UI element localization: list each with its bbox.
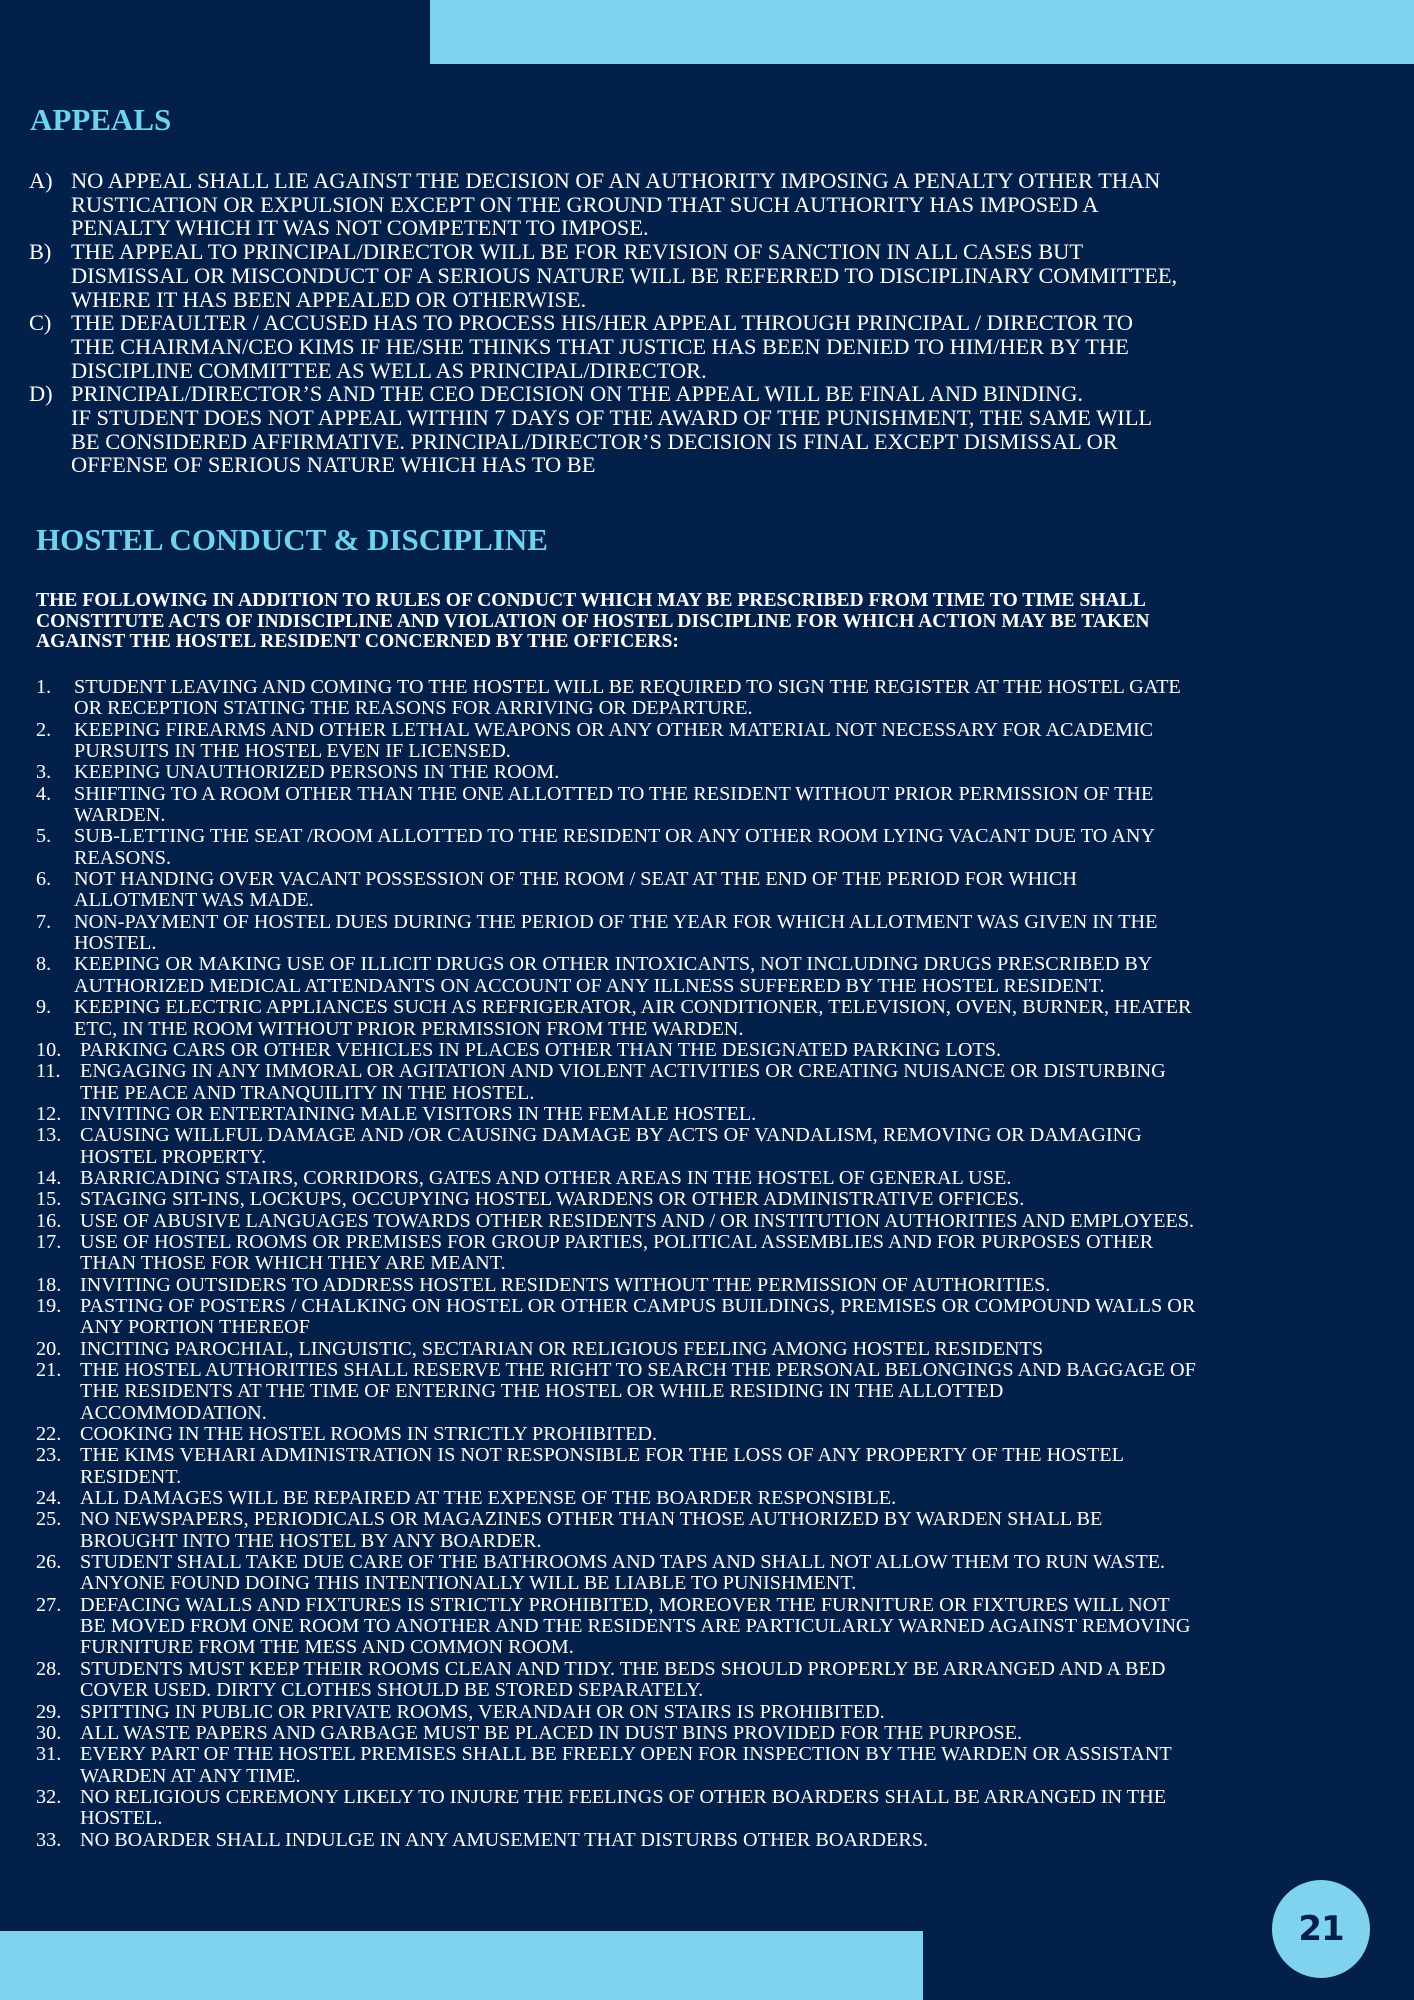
appeals-list [29, 169, 1399, 477]
hostel-intro: THE FOLLOWING IN ADDITION TO RULES OF CONDUCT WHICH MAY BE PRESCRIBED FROM TIME TO TIME SHALL CONSTITUTE ACTS OF INDISCIPLINE AND VIOLATION OF HOSTEL DISCIPLINE FOR WHICH ACTION MAY BE TAKEN AGAINST THE HOSTEL RESIDENT CONCERNED BY THE OFFICERS: [36, 590, 1150, 652]
hostel-heading: HOSTEL CONDUCT & DISCIPLINE [36, 522, 548, 557]
rule-text: NO NEWSPAPERS, PERIODICALS OR MAGAZINES OTHER THAN THOSE AUTHORIZED BY WARDEN SHALL BE BROUGHT INTO THE HOSTEL BY ANY BOARDER. [80, 1508, 1103, 1552]
rule-number: 22. [36, 1423, 62, 1446]
rule-number: 4. [36, 782, 52, 805]
rule-item [36, 1168, 1396, 1189]
rule-text: KEEPING FIREARMS AND OTHER LETHAL WEAPONS OR ANY OTHER MATERIAL NOT NECESSARY FOR ACADEMIC PURSUITS IN THE HOSTEL EVEN IF LICENSED. [74, 718, 1154, 763]
rule-number: 30. [36, 1721, 62, 1744]
rule-item [36, 1830, 1396, 1851]
rule-number: 5. [36, 825, 52, 848]
rule-item [36, 1702, 1396, 1723]
rule-item [36, 1744, 1396, 1787]
rule-number: 8. [36, 953, 52, 976]
rule-number: 28. [36, 1657, 62, 1680]
appeal-text: THE APPEAL TO PRINCIPAL/DIRECTOR WILL BE FOR REVISION OF SANCTION IN ALL CASES BUT DISMISSAL OR MISCONDUCT OF A SERIOUS NATURE WILL BE REFERRED TO DISCIPLINARY COMMITTEE, WHERE IT HAS BEEN APPEALED OR OTHERWISE. [71, 239, 1178, 312]
rule-number: 13. [36, 1124, 62, 1147]
page-number: 21 [1272, 1880, 1370, 1978]
rule-text: PASTING OF POSTERS / CHALKING ON HOSTEL OR OTHER CAMPUS BUILDINGS, PREMISES OR COMPOUND WALLS OR ANY PORTION THEREOF [80, 1294, 1196, 1339]
appeal-text: PRINCIPAL/DIRECTOR’S AND THE CEO DECISION ON THE APPEAL WILL BE FINAL AND BINDING. IF STUDENT DOES NOT APPEAL WITHIN 7 DAYS OF THE AWARD OF THE PUNISHMENT, THE SAME WILL BE CONSIDERED AFFIRMATIVE. PRINCIPAL/DIRECTOR’S DECISION IS FINAL EXCEPT DISMISSAL OR OFFENSE OF SERIOUS NATURE WHICH HAS TO BE [71, 381, 1153, 478]
rule-number: 19. [36, 1294, 62, 1317]
rule-item [36, 997, 1396, 1040]
rule-number: 32. [36, 1785, 62, 1808]
rule-number: 1. [36, 676, 52, 698]
rule-text: INVITING OR ENTERTAINING MALE VISITORS IN THE FEMALE HOSTEL. [80, 1102, 757, 1125]
appeal-text: NO APPEAL SHALL LIE AGAINST THE DECISION OF AN AUTHORITY IMPOSING A PENALTY OTHER THAN RUSTICATION OR EXPULSION EXCEPT ON THE GROUND THAT SUCH AUTHORITY HAS IMPOSED A PENALTY WHICH IT WAS NOT COMPETENT TO IMPOSE. [71, 168, 1161, 241]
rule-text: KEEPING ELECTRIC APPLIANCES SUCH AS REFRIGERATOR, AIR CONDITIONER, TELEVISION, OVEN, BURNER, HEATER ETC, IN THE ROOM WITHOUT PRIOR PERMISSION FROM THE WARDEN. [74, 996, 1192, 1040]
appeal-label: D) [29, 381, 53, 407]
rule-item [36, 1275, 1396, 1296]
rule-item [36, 1189, 1396, 1210]
rule-text: INVITING OUTSIDERS TO ADDRESS HOSTEL RESIDENTS WITHOUT THE PERMISSION OF AUTHORITIES. [80, 1273, 1051, 1296]
rule-text: NO RELIGIOUS CEREMONY LIKELY TO INJURE THE FEELINGS OF OTHER BOARDERS SHALL BE ARRANGED IN THE HOSTEL. [80, 1785, 1167, 1830]
rule-text: DEFACING WALLS AND FIXTURES IS STRICTLY PROHIBITED, MOREOVER THE FURNITURE OR FIXTURES WILL NOT BE MOVED FROM ONE ROOM TO ANOTHER AND THE RESIDENTS ARE PARTICULARLY WARNED AGAINST REMOVING FURNITURE FROM THE MESS AND COMMON ROOM. [80, 1593, 1191, 1659]
rule-item [36, 1488, 1396, 1509]
rule-item [36, 720, 1396, 763]
rule-text: SHIFTING TO A ROOM OTHER THAN THE ONE ALLOTTED TO THE RESIDENT WITHOUT PRIOR PERMISSION OF THE WARDEN. [74, 782, 1154, 827]
appeal-label: C) [29, 310, 52, 336]
rule-number: 9. [36, 996, 52, 1019]
rule-item [36, 1232, 1396, 1275]
rule-item [36, 1787, 1396, 1830]
appeal-item-d [29, 382, 1399, 477]
rule-item [36, 826, 1396, 869]
rule-text: THE KIMS VEHARI ADMINISTRATION IS NOT RESPONSIBLE FOR THE LOSS OF ANY PROPERTY OF THE HOSTEL RESIDENT. [80, 1444, 1124, 1488]
rule-number: 23. [36, 1444, 62, 1467]
rule-text: SUB-LETTING THE SEAT /ROOM ALLOTTED TO THE RESIDENT OR ANY OTHER ROOM LYING VACANT DUE TO ANY REASONS. [74, 825, 1156, 869]
appeal-item-c [29, 311, 1399, 382]
rule-text: STUDENTS MUST KEEP THEIR ROOMS CLEAN AND TIDY. THE BEDS SHOULD PROPERLY BE ARRANGED AND A BED COVER USED. DIRTY CLOTHES SHOULD BE STORED SEPARATELY. [80, 1657, 1166, 1702]
rule-number: 26. [36, 1551, 62, 1574]
appeal-text: THE DEFAULTER / ACCUSED HAS TO PROCESS HIS/HER APPEAL THROUGH PRINCIPAL / DIRECTOR TO THE CHAIRMAN/CEO KIMS IF HE/SHE THINKS THAT JUSTICE HAS BEEN DENIED TO HIM/HER BY THE DISCIPLINE COMMITTEE AS WELL AS PRINCIPAL/DIRECTOR. [71, 310, 1133, 383]
rule-item [36, 1509, 1396, 1552]
rule-text: ALL DAMAGES WILL BE REPAIRED AT THE EXPENSE OF THE BOARDER RESPONSIBLE. [80, 1487, 897, 1510]
appeals-heading: APPEALS [30, 102, 172, 137]
rule-text: ENGAGING IN ANY IMMORAL OR AGITATION AND VIOLENT ACTIVITIES OR CREATING NUISANCE OR DISTURBING THE PEACE AND TRANQUILITY IN THE HOSTEL. [80, 1060, 1166, 1104]
rule-item [36, 1211, 1396, 1232]
rule-item [36, 1659, 1396, 1702]
rule-text: NO BOARDER SHALL INDULGE IN ANY AMUSEMENT THAT DISTURBS OTHER BOARDERS. [80, 1828, 929, 1851]
rule-number: 14. [36, 1166, 62, 1189]
rule-number: 3. [36, 761, 52, 784]
rule-number: 10. [36, 1038, 62, 1061]
rule-item [36, 1040, 1396, 1061]
rule-item [36, 1552, 1396, 1595]
rule-item [36, 677, 1396, 720]
rule-number: 24. [36, 1487, 62, 1510]
appeal-label: A) [29, 168, 53, 193]
rule-number: 27. [36, 1593, 62, 1616]
rule-text: ALL WASTE PAPERS AND GARBAGE MUST BE PLACED IN DUST BINS PROVIDED FOR THE PURPOSE. [80, 1721, 1023, 1744]
rule-item [36, 1104, 1396, 1125]
rule-number: 2. [36, 718, 52, 741]
rule-text: STAGING SIT-INS, LOCKUPS, OCCUPYING HOSTEL WARDENS OR OTHER ADMINISTRATIVE OFFICES. [80, 1188, 1025, 1211]
rule-number: 6. [36, 868, 52, 891]
rule-item [36, 1424, 1396, 1445]
rule-number: 15. [36, 1188, 62, 1211]
rule-text: STUDENT SHALL TAKE DUE CARE OF THE BATHROOMS AND TAPS AND SHALL NOT ALLOW THEM TO RUN WASTE. ANYONE FOUND DOING THIS INTENTIONALLY WILL BE LIABLE TO PUNISHMENT. [80, 1551, 1166, 1595]
rule-item [36, 762, 1396, 783]
rule-number: 31. [36, 1743, 62, 1766]
rule-text: NON-PAYMENT OF HOSTEL DUES DURING THE PERIOD OF THE YEAR FOR WHICH ALLOTMENT WAS GIVEN IN THE HOSTEL. [74, 910, 1158, 955]
rule-text: INCITING PAROCHIAL, LINGUISTIC, SECTARIAN OR RELIGIOUS FEELING AMONG HOSTEL RESIDENTS [80, 1337, 1044, 1360]
appeal-item-a [29, 169, 1399, 240]
rule-text: KEEPING OR MAKING USE OF ILLICIT DRUGS OR OTHER INTOXICANTS, NOT INCLUDING DRUGS PRESCRIBED BY AUTHORIZED MEDICAL ATTENDANTS ON ACCOUNT OF ANY ILLNESS SUFFERED BY THE HOSTEL RESIDENT. [74, 953, 1153, 997]
rule-number: 12. [36, 1102, 62, 1125]
top-accent-bar [430, 0, 1414, 64]
rule-text: EVERY PART OF THE HOSTEL PREMISES SHALL BE FREELY OPEN FOR INSPECTION BY THE WARDEN OR ASSISTANT WARDEN AT ANY TIME. [80, 1743, 1172, 1787]
rule-number: 17. [36, 1230, 62, 1253]
rule-text: PARKING CARS OR OTHER VEHICLES IN PLACES OTHER THAN THE DESIGNATED PARKING LOTS. [80, 1038, 1002, 1061]
rule-text: COOKING IN THE HOSTEL ROOMS IN STRICTLY PROHIBITED. [80, 1423, 658, 1446]
rule-number: 20. [36, 1337, 62, 1360]
rule-item [36, 1360, 1396, 1424]
rule-number: 18. [36, 1273, 62, 1296]
rule-item [36, 1125, 1396, 1168]
appeal-item-b [29, 240, 1399, 311]
rule-text: THE HOSTEL AUTHORITIES SHALL RESERVE THE RIGHT TO SEARCH THE PERSONAL BELONGINGS AND BAGGAGE OF THE RESIDENTS AT THE TIME OF ENTERING THE HOSTEL OR WHILE RESIDING IN THE ALLOTTED ACCOMMODATION. [80, 1359, 1196, 1424]
rule-text: KEEPING UNAUTHORIZED PERSONS IN THE ROOM. [74, 761, 560, 784]
rule-item [36, 954, 1396, 997]
rule-number: 7. [36, 910, 52, 933]
rule-text: CAUSING WILLFUL DAMAGE AND /OR CAUSING DAMAGE BY ACTS OF VANDALISM, REMOVING OR DAMAGING HOSTEL PROPERTY. [80, 1124, 1142, 1168]
rule-number: 25. [36, 1508, 62, 1531]
rule-item [36, 1339, 1396, 1360]
rule-item [36, 1061, 1396, 1104]
rule-item [36, 1296, 1396, 1339]
rule-text: USE OF ABUSIVE LANGUAGES TOWARDS OTHER RESIDENTS AND / OR INSTITUTION AUTHORITIES AND EMPLOYEES. [80, 1209, 1195, 1232]
bottom-accent-bar [0, 1931, 923, 2000]
rule-item [36, 912, 1396, 955]
rule-text: NOT HANDING OVER VACANT POSSESSION OF THE ROOM / SEAT AT THE END OF THE PERIOD FOR WHICH ALLOTMENT WAS MADE. [74, 868, 1077, 912]
rule-item [36, 869, 1396, 912]
rule-item [36, 784, 1396, 827]
rule-text: SPITTING IN PUBLIC OR PRIVATE ROOMS, VERANDAH OR ON STAIRS IS PROHIBITED. [80, 1700, 885, 1723]
rule-number: 33. [36, 1828, 62, 1851]
appeal-label: B) [29, 239, 52, 265]
rule-text: USE OF HOSTEL ROOMS OR PREMISES FOR GROUP PARTIES, POLITICAL ASSEMBLIES AND FOR PURPOSES OTHER THAN THOSE FOR WHICH THEY ARE MEANT. [80, 1230, 1154, 1275]
hostel-rules-list [36, 677, 1396, 1851]
rule-text: BARRICADING STAIRS, CORRIDORS, GATES AND OTHER AREAS IN THE HOSTEL OF GENERAL USE. [80, 1166, 1012, 1189]
rule-number: 16. [36, 1209, 62, 1232]
rule-number: 21. [36, 1359, 62, 1381]
rule-text: STUDENT LEAVING AND COMING TO THE HOSTEL WILL BE REQUIRED TO SIGN THE REGISTER AT THE HOSTEL GATE OR RECEPTION STATING THE REASONS FOR ARRIVING OR DEPARTURE. [74, 676, 1181, 720]
rule-item [36, 1595, 1396, 1659]
rule-item [36, 1723, 1396, 1744]
rule-number: 11. [36, 1060, 61, 1083]
rule-item [36, 1445, 1396, 1488]
rule-number: 29. [36, 1700, 62, 1723]
